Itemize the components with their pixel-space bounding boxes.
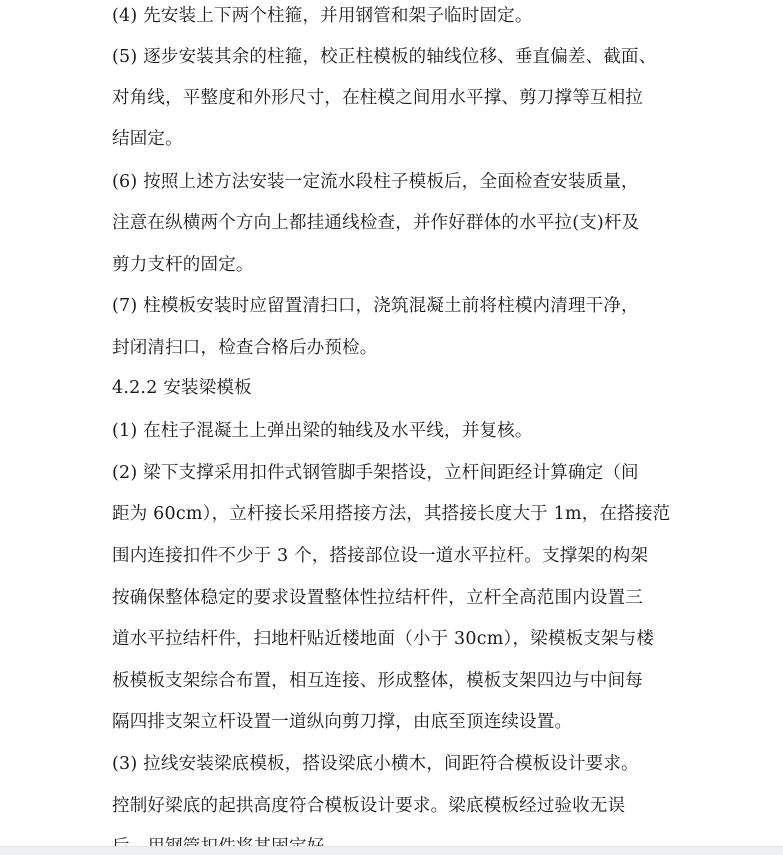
text-line-20: 控制好梁底的起拱高度符合模板设计要求。梁底模板经过验收无误 [112, 796, 626, 816]
text-line-19: (3) 拉线安装梁底模板，搭设梁底小横木，间距符合模板设计要求。 [112, 754, 639, 774]
text-line-12: (2) 梁下支撑采用扣件式钢管脚手架搭设，立杆间距经计算确定（间 [112, 463, 639, 483]
text-line-13: 距为 60cm），立杆接长采用搭接方法，其搭接长度大于 1m，在搭接范 [112, 504, 671, 524]
text-line-14: 围内连接扣件不少于 3 个，搭接部位设一道水平拉杆。支撑架的构架 [112, 546, 649, 566]
text-line-15: 按确保整体稳定的要求设置整体性拉结杆件，立杆全高范围内设置三 [112, 588, 643, 608]
text-line-9: 封闭清扫口，检查合格后办预检。 [112, 338, 378, 358]
text-line-16: 道水平拉结杆件，扫地杆贴近楼地面（小于 30cm），梁模板支架与楼 [112, 629, 655, 649]
bottom-scroll-bar[interactable] [0, 846, 783, 855]
text-line-7: 剪力支杆的固定。 [112, 255, 254, 275]
text-line-4: 结固定。 [112, 129, 183, 149]
text-line-18: 隔四排支架立杆设置一道纵向剪刀撑，由底至顶连续设置。 [112, 712, 573, 732]
text-line-5: (6) 按照上述方法安装一定流水段柱子模板后，全面检查安装质量， [112, 172, 639, 192]
section-heading: 4.2.2 安装梁模板 [112, 378, 252, 398]
text-line-2: (5) 逐步安装其余的柱箍，校正柱模板的轴线位移、垂直偏差、截面、 [112, 47, 657, 67]
text-line-17: 板模板支架综合布置，相互连接、形成整体，模板支架四边与中间每 [112, 671, 643, 691]
text-line-11: (1) 在柱子混凝土上弹出梁的轴线及水平线，并复核。 [112, 421, 533, 441]
text-line-1: (4) 先安装上下两个柱箍，并用钢管和架子临时固定。 [112, 6, 533, 26]
text-line-8: (7) 柱模板安装时应留置清扫口，浇筑混凝土前将柱模内清理干净， [112, 296, 639, 316]
text-line-3: 对角线，平整度和外形尺寸，在柱模之间用水平撑、剪刀撑等互相拉 [112, 88, 643, 108]
text-line-6: 注意在纵横两个方向上都挂通线检查，并作好群体的水平拉(支)杆及 [112, 213, 640, 233]
